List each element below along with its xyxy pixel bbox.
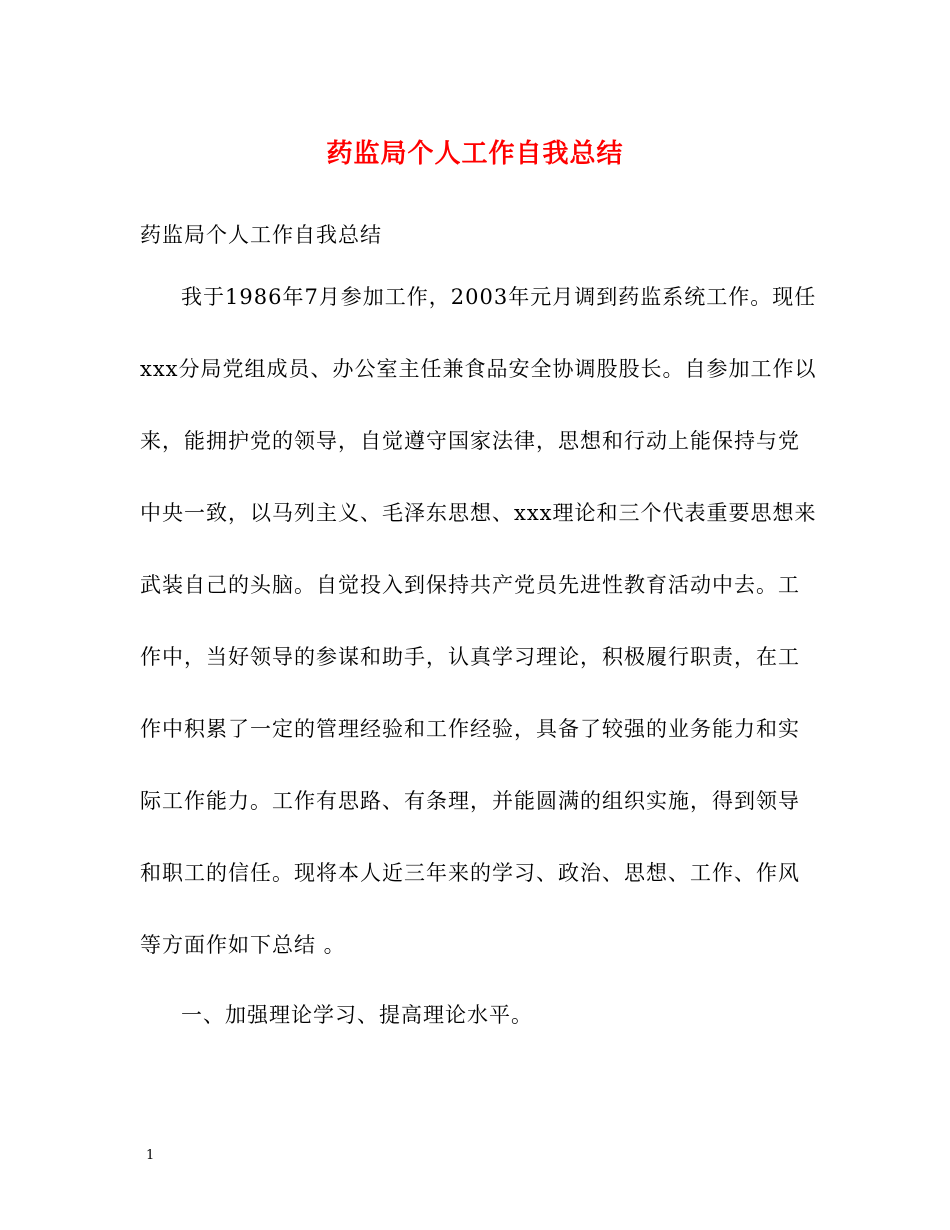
- paragraph-line: 等方面作如下总结 。: [140, 933, 346, 957]
- paragraph-line: 作中积累了一定的管理经验和工作经验，具备了较强的业务能力和实: [140, 717, 800, 741]
- document-subtitle: 药监局个人工作自我总结: [140, 223, 382, 247]
- paragraph-line: 际工作能力。工作有思路、有条理，并能圆满的组织实施，得到领导: [140, 789, 800, 813]
- paragraph-line: 和职工的信任。现将本人近三年来的学习、政治、思想、工作、作风: [140, 861, 800, 885]
- paragraph-line: xxx分局党组成员、办公室主任兼食品安全协调股股长。自参加工作以: [140, 357, 817, 381]
- paragraph-line: 作中，当好领导的参谋和助手，认真学习理论，积极履行职责，在工: [140, 645, 800, 669]
- paragraph-line: 中央一致，以马列主义、毛泽东思想、xxx理论和三个代表重要思想来: [140, 501, 817, 525]
- section-heading: 一、加强理论学习、提高理论水平。: [181, 1003, 533, 1027]
- page-number: 1: [146, 1148, 155, 1163]
- document-title: 药监局个人工作自我总结: [326, 139, 624, 169]
- paragraph-line: 来，能拥护党的领导，自觉遵守国家法律，思想和行动上能保持与党: [140, 429, 800, 453]
- paragraph-line: 我于1986年7月参加工作，2003年元月调到药监系统工作。现任: [181, 285, 817, 309]
- paragraph-line: 武装自己的头脑。自觉投入到保持共产党员先进性教育活动中去。工: [140, 573, 800, 597]
